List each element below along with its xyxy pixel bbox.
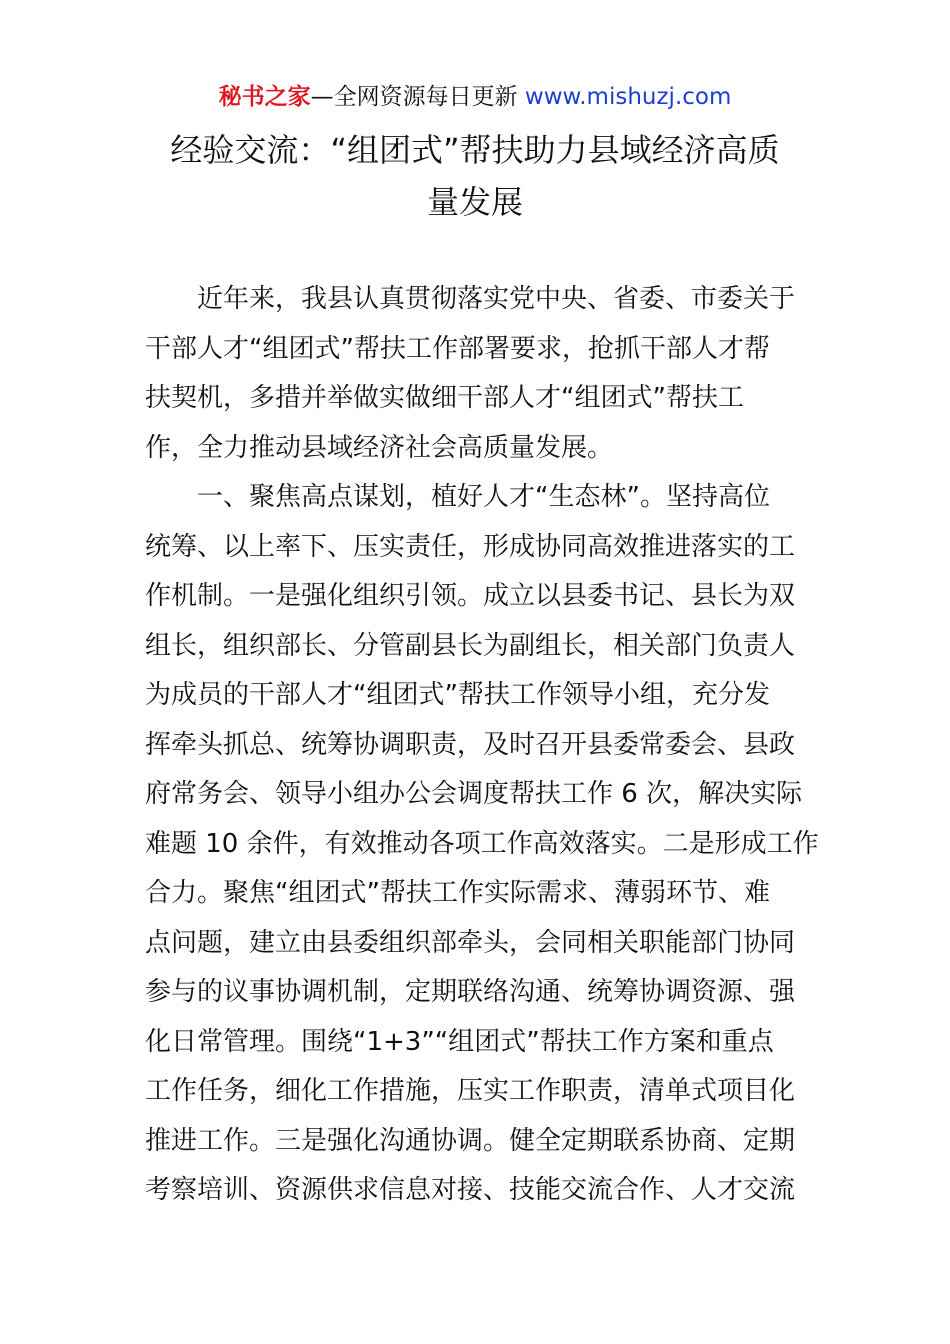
title-line: 量发展 xyxy=(426,183,523,221)
body-line: 化日常管理。围绕“1+3”“组团式”帮扶工作方案和重点 xyxy=(145,1026,774,1057)
body-line: 组长，组织部长、分管副县长为副组长，相关部门负责人 xyxy=(145,630,796,661)
body-line: 考察培训、资源供求信息对接、技能交流合作、人才交流 xyxy=(145,1175,796,1205)
brand-name: 秘书之家 xyxy=(218,84,311,110)
paragraph-section-one xyxy=(145,473,819,1216)
header-tagline: —全网资源每日更新 xyxy=(310,84,525,110)
body-line: 难题 10 余件，有效推动各项工作高效落实。二是形成工作 xyxy=(145,828,819,859)
body-line: 作机制。一是强化组织引领。成立以县委书记、县长为双 xyxy=(145,581,796,611)
title-line: 经验交流：“组团式”帮扶助力县域经济高质 xyxy=(170,131,780,169)
site-header xyxy=(0,80,950,114)
body-line: 挥牵头抓总、统筹协调职责，及时召开县委常委会、县政 xyxy=(145,729,796,760)
body-line: 点问题，建立由县委组织部牵头，会同相关职能部门协同 xyxy=(145,927,796,958)
body-line: 为成员的干部人才“组团式”帮扶工作领导小组，充分发 xyxy=(145,680,770,710)
body-line: 统筹、以上率下、压实责任，形成协同高效推进落实的工 xyxy=(145,531,796,562)
body-line: 合力。聚焦“组团式”帮扶工作实际需求、薄弱环节、难 xyxy=(145,878,770,908)
body-line: 推进工作。三是强化沟通协调。健全定期联系协商、定期 xyxy=(145,1125,796,1156)
body-line: 作，全力推动县域经济社会高质量发展。 xyxy=(145,432,614,463)
body-line: 一、聚焦高点谋划，植好人才“生态林”。坚持高位 xyxy=(145,482,770,512)
body-line: 府常务会、领导小组办公会调度帮扶工作 6 次，解决实际 xyxy=(145,779,803,809)
body-line: 扶契机，多措并举做实做细干部人才“组团式”帮扶工 xyxy=(145,383,744,413)
site-url-link[interactable]: www.mishuzj.com xyxy=(524,84,732,110)
document-body xyxy=(145,275,819,1216)
paragraph-intro xyxy=(145,275,807,473)
body-line: 工作任务，细化工作措施，压实工作职责，清单式项目化 xyxy=(145,1076,796,1106)
document-title xyxy=(140,124,810,228)
body-line: 近年来，我县认真贯彻落实党中央、省委、市委关于 xyxy=(145,284,796,314)
body-line: 干部人才“组团式”帮扶工作部署要求，抢抓干部人才帮 xyxy=(145,333,770,364)
body-line: 参与的议事协调机制，定期联络沟通、统筹协调资源、强 xyxy=(145,977,796,1007)
